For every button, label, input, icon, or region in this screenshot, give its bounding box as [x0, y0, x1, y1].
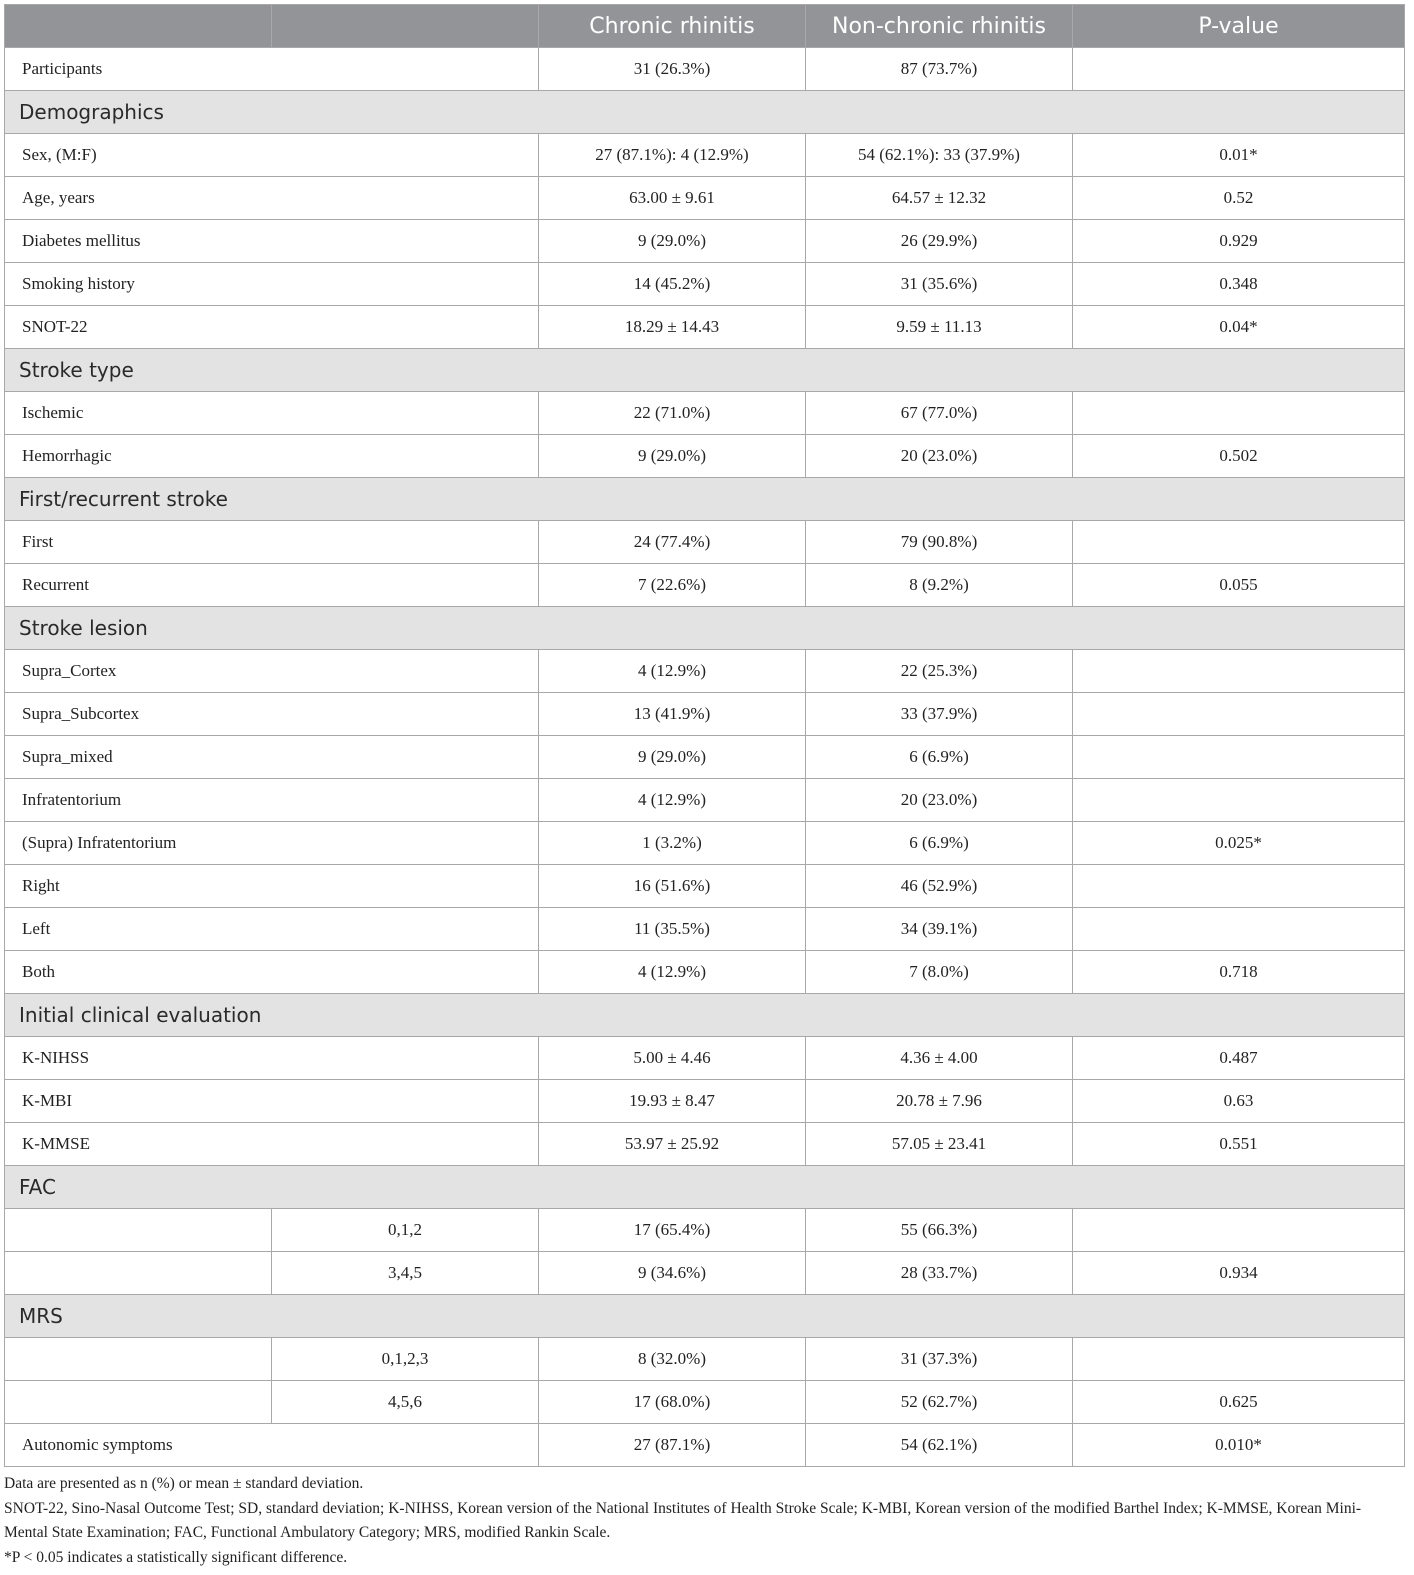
nonchronic-value: 7 (8.0%)	[806, 951, 1073, 994]
p-value	[1073, 693, 1405, 736]
footnote-abbreviations: SNOT-22, Sino-Nasal Outcome Test; SD, standard deviation; K-NIHSS, Korean version of the National Institutes of Health Stroke Scale; K-MBI, Korean version of the modified Barthel Index; K-MMSE, Korean Mini-Mental State Examination; FAC, Functional Ambulatory Category; MRS, modified Rankin Scale.	[4, 1499, 1362, 1541]
chronic-value: 17 (65.4%)	[539, 1209, 806, 1252]
nonchronic-value: 55 (66.3%)	[806, 1209, 1073, 1252]
p-value	[1073, 908, 1405, 951]
table-container	[4, 4, 1404, 1570]
p-value: 0.01*	[1073, 134, 1405, 177]
section-header-row	[5, 1166, 1405, 1209]
header-blank-2	[272, 5, 539, 48]
header-chronic-rhinitis: Chronic rhinitis	[539, 5, 806, 48]
row-label: Smoking history	[5, 263, 539, 306]
table-footnotes	[4, 1472, 1404, 1570]
nonchronic-value: 34 (39.1%)	[806, 908, 1073, 951]
chronic-value: 11 (35.5%)	[539, 908, 806, 951]
section-label: Stroke type	[5, 349, 1405, 392]
nonchronic-value: 28 (33.7%)	[806, 1252, 1073, 1295]
section-header-row	[5, 478, 1405, 521]
nonchronic-value: 6 (6.9%)	[806, 736, 1073, 779]
row-label: Age, years	[5, 177, 539, 220]
p-value	[1073, 865, 1405, 908]
row-label: Supra_Cortex	[5, 650, 539, 693]
chronic-value: 4 (12.9%)	[539, 650, 806, 693]
p-value: 0.929	[1073, 220, 1405, 263]
nonchronic-value: 33 (37.9%)	[806, 693, 1073, 736]
row-label: First	[5, 521, 539, 564]
p-value: 0.551	[1073, 1123, 1405, 1166]
row-label: K-NIHSS	[5, 1037, 539, 1080]
header-non-chronic-rhinitis: Non-chronic rhinitis	[806, 5, 1073, 48]
header-p-value: P-value	[1073, 5, 1405, 48]
nonchronic-value: 9.59 ± 11.13	[806, 306, 1073, 349]
row-sublabel: 4,5,6	[272, 1381, 539, 1424]
nonchronic-value: 20.78 ± 7.96	[806, 1080, 1073, 1123]
section-header-row	[5, 994, 1405, 1037]
table-row	[5, 1381, 1405, 1424]
nonchronic-value: 46 (52.9%)	[806, 865, 1073, 908]
p-value: 0.010*	[1073, 1424, 1405, 1467]
footnote-significance: *P < 0.05 indicates a statistically significant difference.	[4, 1548, 348, 1566]
row-sublabel: 0,1,2	[272, 1209, 539, 1252]
section-header-row	[5, 607, 1405, 650]
table-row	[5, 177, 1405, 220]
section-label: Stroke lesion	[5, 607, 1405, 650]
row-label: Both	[5, 951, 539, 994]
table-row	[5, 48, 1405, 91]
p-value: 0.52	[1073, 177, 1405, 220]
table-row	[5, 564, 1405, 607]
nonchronic-value: 64.57 ± 12.32	[806, 177, 1073, 220]
chronic-value: 4 (12.9%)	[539, 779, 806, 822]
section-label: Initial clinical evaluation	[5, 994, 1405, 1037]
section-header-row	[5, 1295, 1405, 1338]
table-row	[5, 392, 1405, 435]
chronic-value: 9 (29.0%)	[539, 736, 806, 779]
p-value	[1073, 1338, 1405, 1381]
section-label: FAC	[5, 1166, 1405, 1209]
row-label: (Supra) Infratentorium	[5, 822, 539, 865]
nonchronic-value: 54 (62.1%): 33 (37.9%)	[806, 134, 1073, 177]
table-row	[5, 220, 1405, 263]
row-label	[5, 1209, 272, 1252]
row-label: Recurrent	[5, 564, 539, 607]
p-value	[1073, 392, 1405, 435]
characteristics-table	[4, 4, 1405, 1467]
row-label: Autonomic symptoms	[5, 1424, 539, 1467]
row-sublabel: 3,4,5	[272, 1252, 539, 1295]
chronic-value: 18.29 ± 14.43	[539, 306, 806, 349]
chronic-value: 31 (26.3%)	[539, 48, 806, 91]
chronic-value: 1 (3.2%)	[539, 822, 806, 865]
nonchronic-value: 31 (35.6%)	[806, 263, 1073, 306]
table-row	[5, 779, 1405, 822]
p-value	[1073, 48, 1405, 91]
nonchronic-value: 31 (37.3%)	[806, 1338, 1073, 1381]
nonchronic-value: 87 (73.7%)	[806, 48, 1073, 91]
nonchronic-value: 22 (25.3%)	[806, 650, 1073, 693]
chronic-value: 27 (87.1%)	[539, 1424, 806, 1467]
row-sublabel: 0,1,2,3	[272, 1338, 539, 1381]
section-label: MRS	[5, 1295, 1405, 1338]
nonchronic-value: 20 (23.0%)	[806, 435, 1073, 478]
chronic-value: 8 (32.0%)	[539, 1338, 806, 1381]
footnote-data-format: Data are presented as n (%) or mean ± standard deviation.	[4, 1475, 364, 1492]
p-value: 0.055	[1073, 564, 1405, 607]
row-label: SNOT-22	[5, 306, 539, 349]
p-value: 0.025*	[1073, 822, 1405, 865]
p-value: 0.718	[1073, 951, 1405, 994]
table-row	[5, 736, 1405, 779]
chronic-value: 9 (29.0%)	[539, 220, 806, 263]
row-label	[5, 1381, 272, 1424]
table-row	[5, 1037, 1405, 1080]
nonchronic-value: 4.36 ± 4.00	[806, 1037, 1073, 1080]
chronic-value: 13 (41.9%)	[539, 693, 806, 736]
nonchronic-value: 6 (6.9%)	[806, 822, 1073, 865]
section-header-row	[5, 349, 1405, 392]
row-label: Right	[5, 865, 539, 908]
p-value: 0.502	[1073, 435, 1405, 478]
table-row	[5, 693, 1405, 736]
chronic-value: 22 (71.0%)	[539, 392, 806, 435]
row-label: Supra_Subcortex	[5, 693, 539, 736]
chronic-value: 5.00 ± 4.46	[539, 1037, 806, 1080]
chronic-value: 63.00 ± 9.61	[539, 177, 806, 220]
table-body	[5, 48, 1405, 1467]
table-row	[5, 134, 1405, 177]
nonchronic-value: 8 (9.2%)	[806, 564, 1073, 607]
table-row	[5, 822, 1405, 865]
p-value	[1073, 521, 1405, 564]
chronic-value: 19.93 ± 8.47	[539, 1080, 806, 1123]
row-label: Participants	[5, 48, 539, 91]
section-label: First/recurrent stroke	[5, 478, 1405, 521]
table-row	[5, 951, 1405, 994]
row-label	[5, 1252, 272, 1295]
table-row	[5, 908, 1405, 951]
table-row	[5, 306, 1405, 349]
row-label: Left	[5, 908, 539, 951]
chronic-value: 9 (34.6%)	[539, 1252, 806, 1295]
p-value: 0.487	[1073, 1037, 1405, 1080]
table-row	[5, 1080, 1405, 1123]
table-header-row	[5, 5, 1405, 48]
chronic-value: 9 (29.0%)	[539, 435, 806, 478]
chronic-value: 4 (12.9%)	[539, 951, 806, 994]
nonchronic-value: 57.05 ± 23.41	[806, 1123, 1073, 1166]
nonchronic-value: 67 (77.0%)	[806, 392, 1073, 435]
chronic-value: 16 (51.6%)	[539, 865, 806, 908]
table-row	[5, 1338, 1405, 1381]
table-row	[5, 263, 1405, 306]
p-value	[1073, 779, 1405, 822]
chronic-value: 24 (77.4%)	[539, 521, 806, 564]
row-label	[5, 1338, 272, 1381]
table-row	[5, 650, 1405, 693]
chronic-value: 17 (68.0%)	[539, 1381, 806, 1424]
row-label: Supra_mixed	[5, 736, 539, 779]
table-row	[5, 1252, 1405, 1295]
table-row	[5, 1123, 1405, 1166]
row-label: Sex, (M:F)	[5, 134, 539, 177]
section-label: Demographics	[5, 91, 1405, 134]
row-label: Hemorrhagic	[5, 435, 539, 478]
nonchronic-value: 26 (29.9%)	[806, 220, 1073, 263]
chronic-value: 53.97 ± 25.92	[539, 1123, 806, 1166]
row-label: Diabetes mellitus	[5, 220, 539, 263]
nonchronic-value: 54 (62.1%)	[806, 1424, 1073, 1467]
p-value: 0.934	[1073, 1252, 1405, 1295]
nonchronic-value: 79 (90.8%)	[806, 521, 1073, 564]
p-value	[1073, 1209, 1405, 1252]
section-header-row	[5, 91, 1405, 134]
p-value: 0.625	[1073, 1381, 1405, 1424]
header-blank-1	[5, 5, 272, 48]
table-row	[5, 435, 1405, 478]
table-row	[5, 1209, 1405, 1252]
row-label: K-MMSE	[5, 1123, 539, 1166]
p-value	[1073, 736, 1405, 779]
table-row	[5, 521, 1405, 564]
nonchronic-value: 20 (23.0%)	[806, 779, 1073, 822]
p-value: 0.348	[1073, 263, 1405, 306]
nonchronic-value: 52 (62.7%)	[806, 1381, 1073, 1424]
chronic-value: 27 (87.1%): 4 (12.9%)	[539, 134, 806, 177]
p-value: 0.04*	[1073, 306, 1405, 349]
p-value	[1073, 650, 1405, 693]
chronic-value: 14 (45.2%)	[539, 263, 806, 306]
row-label: K-MBI	[5, 1080, 539, 1123]
p-value: 0.63	[1073, 1080, 1405, 1123]
chronic-value: 7 (22.6%)	[539, 564, 806, 607]
table-row	[5, 865, 1405, 908]
row-label: Infratentorium	[5, 779, 539, 822]
table-row	[5, 1424, 1405, 1467]
row-label: Ischemic	[5, 392, 539, 435]
